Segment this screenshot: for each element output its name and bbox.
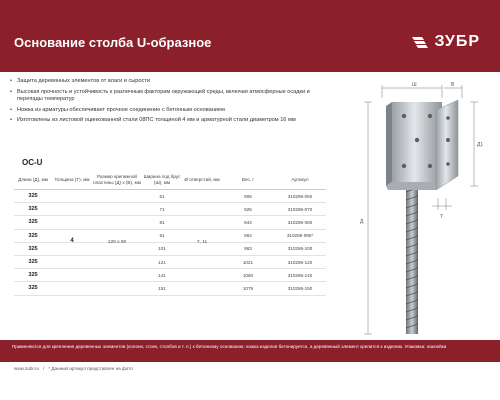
brand-mark-icon	[410, 34, 430, 50]
column-header-width: Ширина под брус (Ш), мм	[143, 174, 181, 185]
table-row	[14, 282, 326, 295]
cell-width: 101	[158, 246, 166, 252]
table-row	[14, 203, 326, 216]
cell-weight: 983	[244, 246, 252, 252]
dim-width-label: Ш	[412, 82, 417, 88]
feature-text: Изготовлены из листовой оцинкованной стали 08ПС толщиной 4 мм и арматурной стали диаметром 16 мм	[17, 117, 296, 123]
cell-width: 71	[159, 206, 165, 212]
website-link[interactable]: www.zubr.ru	[14, 366, 40, 371]
feature-item	[10, 117, 310, 125]
product-drawing	[330, 78, 500, 338]
column-header-plate-size: Размер крепежной пластины (Д) x (В), мм	[93, 174, 141, 185]
feature-list	[10, 78, 310, 128]
table-body	[14, 190, 326, 296]
cell-width: 81	[159, 219, 165, 225]
thickness-value: 4	[70, 238, 74, 244]
cell-article: 310286-070	[287, 206, 313, 212]
cell-article: 310286-140	[287, 272, 313, 278]
dim-length-label: Д	[360, 219, 364, 225]
cell-length: 325	[28, 285, 38, 292]
column-header-hole: Ø отверстий, мм	[184, 176, 220, 182]
brand-logo	[410, 33, 480, 51]
plate-size-value: 120 x 60	[107, 240, 127, 245]
cell-length: 325	[28, 219, 38, 226]
cell-length: 325	[28, 259, 38, 266]
bracket-side-plate	[436, 100, 458, 190]
cell-length: 325	[28, 193, 38, 200]
feature-text: Ножка из арматуры обеспечивает прочное соединение с бетонным основанием	[17, 106, 225, 113]
cell-weight: 1079	[242, 285, 254, 291]
column-header-length: Длина (Д), мм	[18, 176, 48, 182]
column-header-weight: Вес, г	[241, 176, 255, 182]
usage-note: Применяются для крепления деревянных элементов (колонн, стоек, столбов и т. п.) к бетонному основанию: ножка изделия бетонируется, а деревянный элемент крепится к изделию. Упаковка: наклейка	[12, 344, 447, 349]
dim-depth-label: В	[451, 82, 455, 88]
bracket-left-edge	[386, 102, 392, 186]
bullet-icon: •	[10, 106, 12, 113]
cell-width: 91	[159, 233, 165, 239]
cell-weight: 925	[244, 206, 252, 212]
cell-length: 325	[28, 232, 38, 239]
brand-name: ЗУБР	[434, 33, 480, 50]
cell-article: 310286-150	[287, 285, 313, 291]
cell-length: 325	[28, 206, 38, 213]
bracket-base	[386, 182, 442, 190]
feature-item	[10, 78, 310, 86]
cell-width: 151	[158, 285, 166, 291]
cell-weight: 906	[244, 193, 252, 199]
feature-text: Высокая прочность и устойчивость к различным факторам окружающей среды, включая атмосферные осадки и перепады температур	[17, 88, 310, 102]
table-row	[14, 190, 326, 203]
feature-item	[10, 107, 310, 115]
header-banner	[0, 0, 500, 72]
cell-weight: 1060	[242, 272, 254, 278]
column-header-thickness: Толщина (Т), мм	[54, 176, 90, 182]
cell-weight: 944	[244, 219, 252, 225]
footer-bar	[0, 340, 500, 362]
hole-diameter-value: 7, 11	[196, 240, 208, 245]
separator: /	[43, 366, 45, 371]
bottom-info	[14, 366, 133, 371]
cell-length: 325	[28, 272, 38, 279]
photo-disclaimer: * Данный артикул представлен на фото	[48, 366, 133, 371]
column-header-article: Артикул	[291, 176, 309, 182]
cell-length: 325	[28, 245, 38, 252]
feature-item	[10, 89, 310, 104]
dim-thickness-label: Т	[440, 214, 444, 220]
page-title: Основание столба U-образное	[14, 35, 212, 50]
bullet-icon: •	[10, 88, 12, 95]
cell-weight: 964	[244, 233, 252, 239]
cell-article: 310286-080	[287, 219, 313, 225]
cell-width: 121	[158, 259, 166, 265]
cell-width: 61	[159, 193, 165, 199]
bullet-icon: •	[10, 117, 12, 123]
cell-article: 310286-090*	[286, 233, 314, 239]
bullet-icon: •	[10, 78, 12, 84]
table-header	[14, 170, 326, 190]
feature-text: Защита деревянных элементов от влаги и сырости	[17, 78, 150, 84]
table-row	[14, 216, 326, 229]
product-code: ОС-U	[22, 158, 43, 167]
cell-article: 310286-100	[287, 246, 313, 252]
cell-width: 141	[158, 272, 166, 278]
table-row	[14, 269, 326, 282]
spec-table	[14, 170, 326, 296]
cell-article: 310286-060	[287, 193, 313, 199]
cell-article: 310286-120	[287, 259, 313, 265]
table-row	[14, 243, 326, 256]
cell-weight: 1021	[242, 259, 254, 265]
dim-height-label: Д1	[477, 142, 484, 148]
table-row	[14, 256, 326, 269]
